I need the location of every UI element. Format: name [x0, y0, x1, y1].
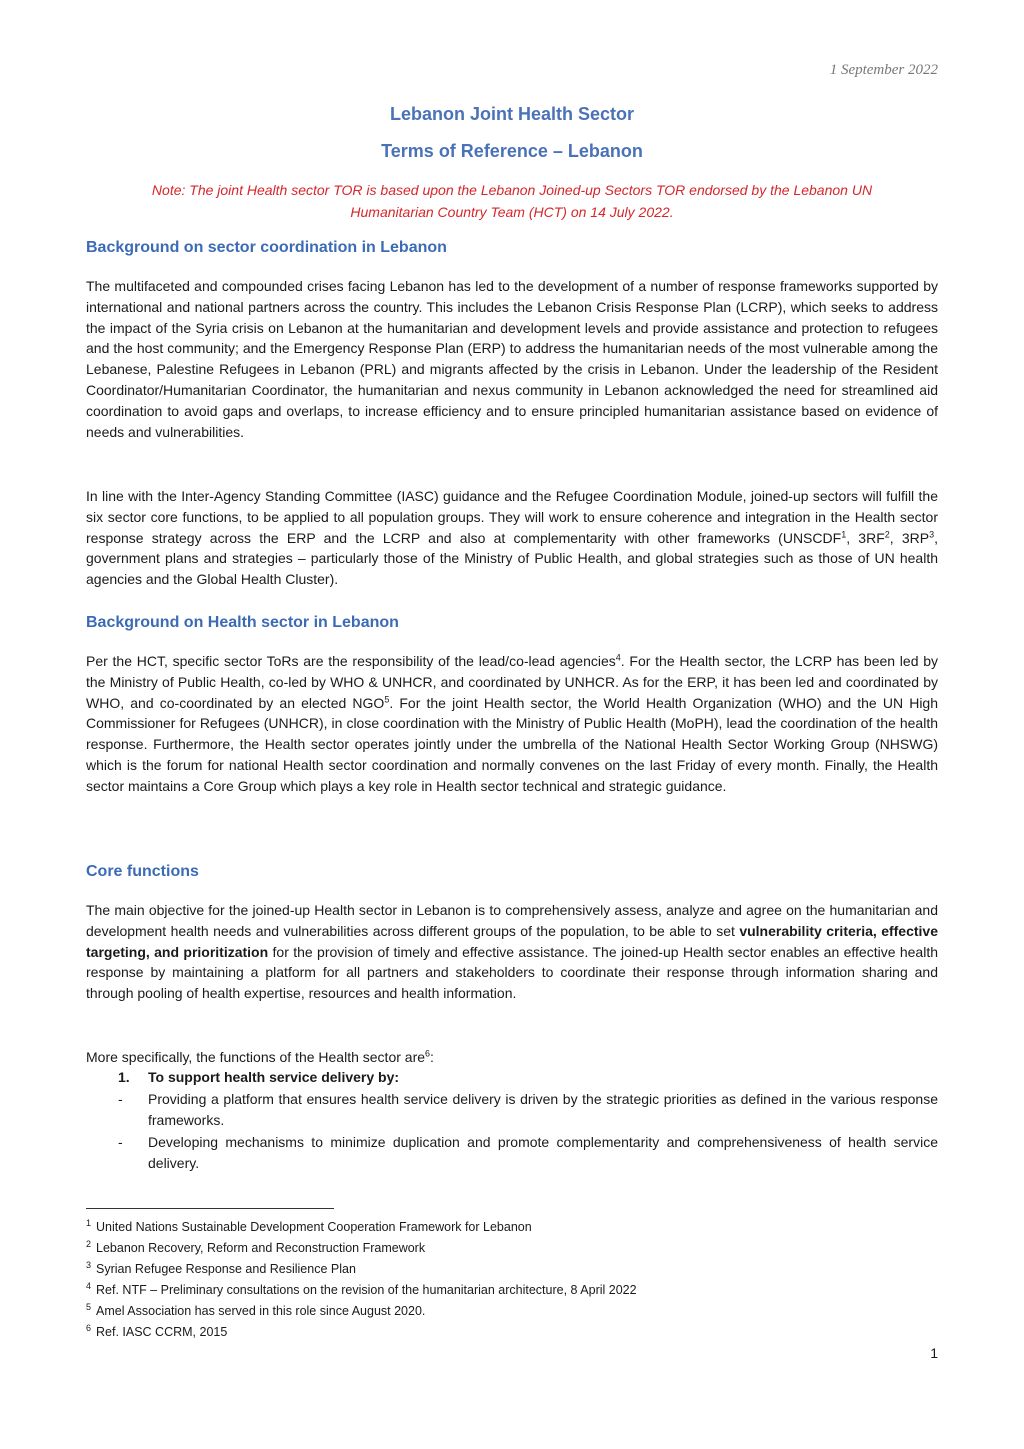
tor-note: Note: The joint Health sector TOR is based upon the Lebanon Joined-up Sectors TOR endorsed by the Lebanon UN Humanitarian Country Team (HCT) on 14 July 2022.: [151, 182, 873, 220]
bullet-dash: -: [118, 1091, 123, 1107]
paragraph-iasc-text-4: , government plans and strategies – particularly those of the Ministry of Public Health, and global strategies such as those of UN health agencies and the Global Health Cluster).: [86, 529, 939, 588]
page-number: 1: [930, 1345, 938, 1361]
footnote: [86, 1217, 532, 1234]
footnote-number: 3: [86, 1259, 92, 1270]
numbered-item-1: [118, 1069, 399, 1085]
footnote-ref-5: 5: [384, 693, 390, 704]
paragraph-iasc-text-2: , 3RF: [846, 529, 885, 546]
paragraph-health-sector: [86, 651, 938, 797]
bullet-dash: -: [118, 1134, 123, 1150]
document-subtitle: Terms of Reference – Lebanon: [381, 141, 643, 161]
footnote-text: Lebanon Recovery, Reform and Reconstruction Framework: [96, 1241, 426, 1255]
heading-core-functions: Core functions: [86, 863, 199, 880]
paragraph-iasc-text-3: , 3RP: [889, 529, 930, 546]
paragraph-health-text-3: . For the joint Health sector, the World Health Organization (WHO) and the UN High Commissioner for Refugees (UNHCR), in close coordination with the Ministry of Public Health (MoPH), lead the coordination of the health response. Furthermore, the Health sector operates jointly under the umbrella of the National Health Sector Working Group (NHSWG) which is the forum for national Health sector coordination and normally convenes on the last Friday of every month. Finally, the Health sector maintains a Core Group which plays a key role in Health sector technical and strategic guidance.: [86, 694, 939, 794]
footnote-number: 1: [86, 1217, 92, 1228]
footnote: [86, 1280, 637, 1297]
footnote-text: Ref. IASC CCRM, 2015: [96, 1325, 228, 1339]
document-title: Lebanon Joint Health Sector: [389, 104, 635, 124]
bullet-item: [118, 1132, 938, 1174]
heading-health-sector: Background on Health sector in Lebanon: [86, 614, 399, 631]
footnote-number: 6: [86, 1322, 92, 1333]
paragraph-iasc: [86, 486, 938, 590]
footnote-separator: [86, 1208, 334, 1209]
footnote-ref-2: 2: [884, 528, 890, 539]
bullet-item: [118, 1089, 938, 1131]
paragraph-health-text-2: . For the Health sector, the LCRP has been led by the Ministry of Public Health, co-led by WHO & UNHCR, and coordinated by UNHCR. As for the ERP, it has been led and coordinated by WHO, and co-coordinated by an elected NGO: [86, 653, 939, 711]
footnote-ref-4: 4: [615, 652, 621, 663]
paragraph-iasc-text-1: In line with the Inter-Agency Standing Committee (IASC) guidance and the Refugee Coordination Module, joined-up sectors will fulfill the six sector core functions, to be applied to all population groups. They will work to ensure coherence and integration in the Health sector response strategy across the ERP and the LCRP and also at complementarity with other frameworks (UNSCDF: [86, 488, 938, 546]
bullet-text: Providing a platform that ensures health service delivery is driven by the strategic priorities as defined in the various response frameworks.: [148, 1091, 938, 1128]
footnote-text: United Nations Sustainable Development Cooperation Framework for Lebanon: [96, 1220, 532, 1234]
footnote-number: 2: [86, 1238, 92, 1249]
footnote: [86, 1322, 228, 1339]
bullet-text: Developing mechanisms to minimize duplication and promote complementarity and comprehensiveness of health service delivery.: [148, 1134, 938, 1171]
paragraph-core-objective: [86, 900, 938, 1004]
item-label: To support health service delivery by:: [148, 1069, 400, 1085]
footnote: [86, 1238, 426, 1255]
paragraph-health-text-1: Per the HCT, specific sector ToRs are the responsibility of the lead/co-lead agencies: [86, 653, 616, 669]
footnote-text: Ref. NTF – Preliminary consultations on the revision of the humanitarian architecture, 8 April 2022: [96, 1283, 637, 1297]
item-number: 1.: [118, 1069, 130, 1085]
functions-intro-text: More specifically, the functions of the Health sector are: [86, 1049, 426, 1065]
footnote-ref-6: 6: [425, 1048, 431, 1059]
footnote-text: Amel Association has served in this role since August 2020.: [96, 1304, 426, 1318]
paragraph-core-text-2: for the provision of timely and effective assistance. The joined-up Health sector enables an effective health response by maintaining a platform for all partners and stakeholders to coordinate their response through information sharing and through pooling of health expertise, resources and health information.: [86, 943, 938, 1002]
footnote: [86, 1301, 426, 1318]
paragraph-crises: The multifaceted and compounded crises facing Lebanon has led to the development of a number of response frameworks supported by international and national partners across the country. This includes the Lebanon Crisis Response Plan (LCRP), which seeks to address the impact of the Syria crisis on Lebanon at the humanitarian and development levels and provide assistance and protection to refugees and the host community; and the Emergency Response Plan (ERP) to address the humanitarian needs of the most vulnerable among the Lebanese, Palestine Refugees in Lebanon (PRL) and migrants affected by the crisis in Lebanon. Under the leadership of the Resident Coordinator/Humanitarian Coordinator, the humanitarian and nexus community in Lebanon acknowledged the need for streamlined aid coordination to avoid gaps and overlaps, to increase efficiency and to ensure principled humanitarian assistance based on evidence of needs and vulnerabilities.: [86, 278, 938, 440]
footnote-number: 4: [86, 1280, 92, 1291]
footnote-text: Syrian Refugee Response and Resilience Plan: [96, 1262, 356, 1276]
footnote-ref-3: 3: [929, 528, 935, 539]
footnote-number: 5: [86, 1301, 92, 1312]
paragraph-core-bold: vulnerability criteria, effective targeting, and prioritization: [86, 922, 938, 960]
paragraph-functions-intro: [86, 1047, 938, 1068]
heading-sector-coordination: Background on sector coordination in Lebanon: [86, 239, 447, 256]
paragraph-core-text-1: The main objective for the joined-up Health sector in Lebanon is to comprehensively assess, analyze and agree on the humanitarian and development health needs and vulnerabilities across different groups of the population, to be able to set: [86, 902, 938, 939]
footnote-ref-1: 1: [841, 528, 847, 539]
footnote: [86, 1259, 356, 1276]
functions-intro-colon: :: [430, 1049, 434, 1065]
document-date: 1 September 2022: [829, 62, 938, 78]
